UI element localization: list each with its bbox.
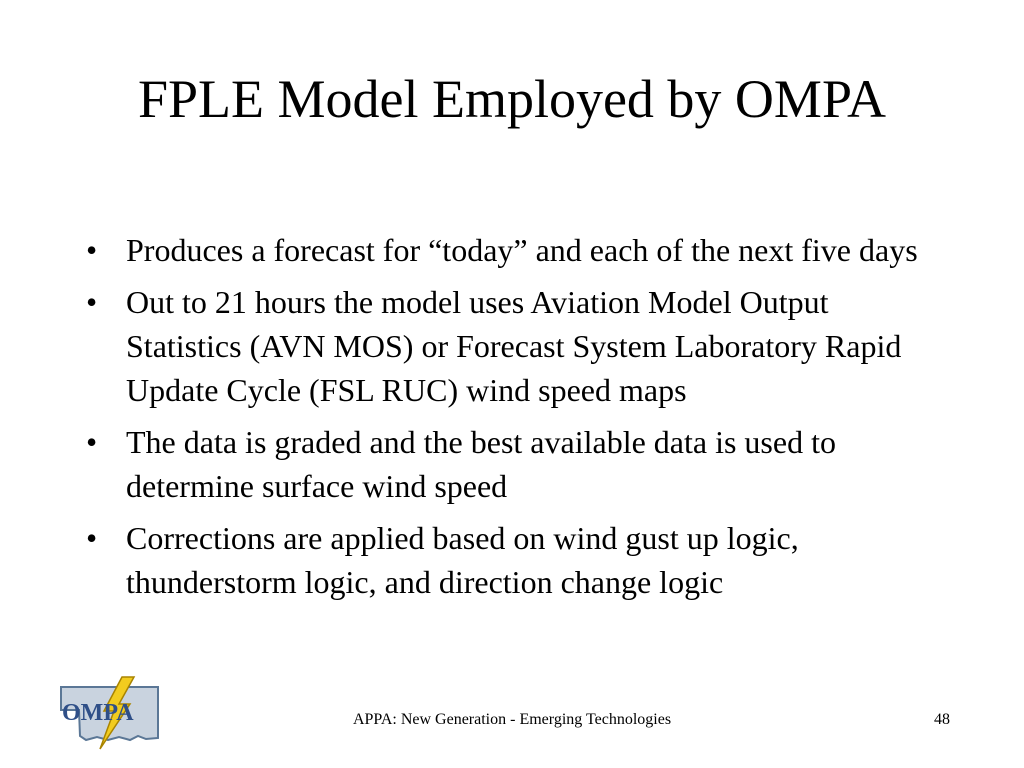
footer-text: APPA: New Generation - Emerging Technologies xyxy=(352,711,672,728)
bullet-list xyxy=(86,228,946,612)
ompa-logo xyxy=(58,676,162,750)
slide-number: 48 xyxy=(934,711,950,728)
bullet-text: Corrections are applied based on wind gust up logic, thunderstorm logic, and direction change logic xyxy=(126,520,799,600)
bullet-text: Out to 21 hours the model uses Aviation Model Output Statistics (AVN MOS) or Forecast System Laboratory Rapid Update Cycle (FSL RUC) wind speed maps xyxy=(126,284,902,408)
bullet-item xyxy=(86,280,946,412)
slide-title: FPLE Model Employed by OMPA xyxy=(137,69,887,129)
bullet-icon: • xyxy=(86,424,98,460)
bullet-icon: • xyxy=(86,284,98,320)
bullet-item xyxy=(86,420,946,508)
bullet-item xyxy=(86,228,946,272)
bullet-text: The data is graded and the best available data is used to determine surface wind speed xyxy=(126,424,836,504)
bullet-text: Produces a forecast for “today” and each of the next five days xyxy=(126,232,918,268)
bullet-icon: • xyxy=(86,520,98,556)
logo-text: OMPA xyxy=(62,700,134,726)
bullet-item xyxy=(86,516,946,604)
bullet-icon: • xyxy=(86,232,98,268)
